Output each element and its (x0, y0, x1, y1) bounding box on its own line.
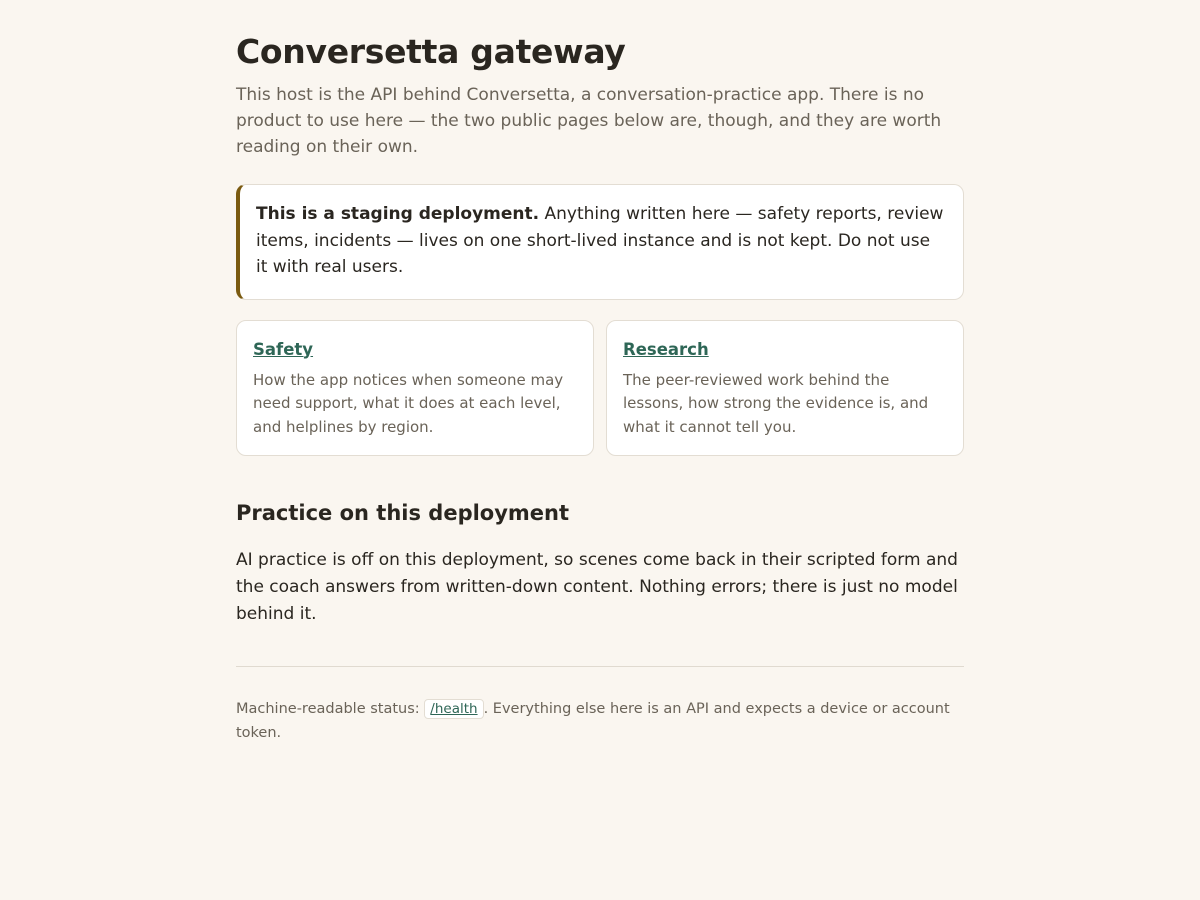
practice-text: AI practice is off on this deployment, so scenes come back in their scripted form and the coach answers from written-down content. Nothing errors; there is just no model behind it. (236, 550, 958, 624)
research-card (606, 320, 964, 457)
research-description: The peer-reviewed work behind the lessons, how strong the evidence is, and what it cannot tell you. (623, 370, 929, 436)
footer-prefix: Machine-readable status: (236, 701, 425, 717)
footer-divider (236, 666, 964, 667)
health-code (424, 699, 483, 719)
staging-notice-text: Anything written here — safety reports, review items, incidents — lives on one short-lived instance and is not kept. Do not use it with real users. (256, 204, 944, 277)
safety-description: How the app notices when someone may need support, what it does at each level, and helplines by region. (253, 370, 564, 436)
footer-suffix: . Everything else here is an API and expects a device or account token. (236, 701, 950, 741)
practice-heading: Practice on this deployment (236, 501, 570, 525)
research-link[interactable]: Research (623, 339, 709, 359)
page-title: Conversetta gateway (236, 32, 626, 71)
page (236, 0, 964, 745)
staging-notice (236, 184, 964, 300)
staging-notice-heading: This is a staging deployment. (256, 204, 540, 224)
page-lede: This host is the API behind Conversetta, a conversation-practice app. There is no product to use here — the two public pages below are, though, and they are worth reading on their own. (236, 85, 942, 157)
footer-status (236, 697, 964, 745)
public-pages (236, 320, 964, 457)
health-link[interactable]: /health (430, 701, 478, 717)
safety-card (236, 320, 594, 457)
safety-link[interactable]: Safety (253, 339, 314, 359)
